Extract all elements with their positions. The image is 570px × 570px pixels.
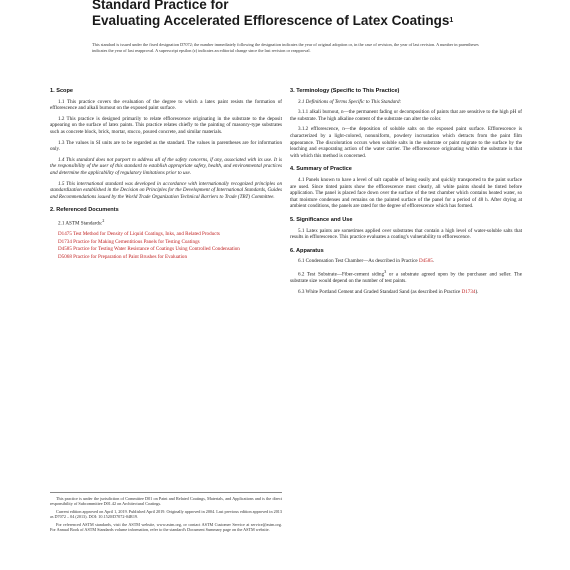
summary-paragraph-1: 4.1 Panels known to have a level of salt capable of being easily and quickly transported to the paint surface are used. Since tinted paints show the efflorescence most clearly, all white paints should be tinted before application. The panel is placed face down over the surface of the test chamber which contains heated water, so that moisture condenses and remains on the painted surface of the panel for a period of 48 h. After drying at ambient conditions, the panels are rated for the degree of efflorescence which has formed. bbox=[290, 176, 522, 210]
referenced-documents-list bbox=[58, 231, 282, 260]
footnotes bbox=[50, 492, 282, 534]
section-apparatus-heading: 6. Apparatus bbox=[290, 247, 324, 254]
scope-paragraph-1: 1.1 This practice covers the evaluation of the degree to which a latex paint resists the formation of efflorescence and alkali burnout on the exposed paint surface. bbox=[50, 98, 282, 112]
section-scope-heading: 1. Scope bbox=[50, 88, 74, 94]
section-significance-heading: 5. Significance and Use bbox=[290, 216, 353, 223]
left-column bbox=[50, 88, 282, 265]
scope-paragraph-5: 1.5 This international standard was developed in accordance with internationally recognized principles on standardization established in the Decision on Principles for the Development of International Standards, Guides and Recommendations issued by the World Trade Organization Technical Barriers to Trade (TBT) Committee. bbox=[50, 180, 282, 200]
scope-paragraph-2: 1.2 This practice is designed primarily to relate efflorescence originating in the substrate to the deposit appearing on the surface of latex paints. This practice relates chiefly to the painting of masonry-type substrates such as concrete block, brick, mortar, stucco, poured concrete, and similar materials. bbox=[50, 115, 282, 135]
terminology-paragraph-1: 3.1 Definitions of Terms Specific to This Standard: bbox=[298, 98, 402, 105]
terminology-paragraph-2: 3.1.1 alkali burnout, n—the permanent fading or decomposition of paints that are sensitive to the high pH of the substrate. The high alkaline content of the substrate can alter the color. bbox=[290, 109, 522, 122]
apparatus-paragraph-3: 6.3 White Portland Cement and Graded Standard Sand (as described in Practice D1734). bbox=[298, 288, 479, 295]
section-referenced-documents-heading: 2. Referenced Documents bbox=[50, 207, 119, 214]
reference-code-link[interactable]: D1475 bbox=[58, 231, 72, 238]
astm-standards-intro: 2.1 ASTM Standards:$^2$ bbox=[58, 217, 105, 227]
title-line-2: Evaluating Accelerated Efflorescence of Latex Coatings$^1$ bbox=[92, 13, 454, 28]
apparatus-paragraph-2: 6.2 Test Substrate—Fiber-cement siding$^3$ or a substrate agreed upon by the purchaser and seller. The substrate size would depend on the number of test paints. bbox=[290, 268, 522, 285]
practice-d1734-link[interactable]: D1734 bbox=[461, 288, 476, 295]
reference-code-link[interactable]: D5068 bbox=[58, 253, 72, 260]
section-terminology-heading: 3. Terminology (Specific to This Practice) bbox=[290, 88, 400, 94]
scope-paragraph-4: 1.4 This standard does not purport to address all of the safety concerns, if any, associated with its use. It is the responsibility of the user of this standard to establish appropriate safety, health, and environmental practices and determine the applicability of regulatory limitations prior to use. bbox=[50, 156, 282, 176]
scope-paragraph-3: 1.3 The values in SI units are to be regarded as the standard. The values in parentheses are for information only. bbox=[50, 139, 282, 153]
document-title bbox=[92, 0, 512, 29]
section-summary-heading: 4. Summary of Practice bbox=[290, 166, 352, 173]
title-footnote-mark: 1 bbox=[449, 17, 454, 24]
footnote-2: Current edition approved on April 1, 2019. Published April 2019. Originally approved in 2004. Last previous edition approved in 2013 as D7072 – 04 (2013). DOI: 10.1520/D7072-04R19. bbox=[50, 508, 282, 520]
reference-code-link[interactable]: D4585 bbox=[58, 246, 72, 253]
terminology-paragraph-3: 3.1.2 efflorescence, n—the deposition of soluble salts on the exposed paint surface. Efflorescence is characterized by a light-colored, nonuniform, powdery incrustation which detracts from the paint film appearance. The discoloration occurs when soluble salts in the substrate or paint migrate to the surface by the leaching and evaporating action of the water carrier. The efflorescence originating within the substrate is that with which this method is concerned. bbox=[290, 126, 522, 159]
footnote-1: This practice is under the jurisdiction of Committee D01 on Paint and Related Coatings, Materials, and Applications and is the direct responsibility of Subcommittee D01.42 on Architectural Coatings. bbox=[50, 496, 282, 507]
apparatus-paragraph-1: 6.1 Condensation Test Chamber—As described in Practice D4585. bbox=[298, 258, 435, 265]
reference-item[interactable]: D4585 Practice for Testing Water Resistance of Coatings Using Controlled Condensation bbox=[58, 246, 240, 253]
footnote-3: For referenced ASTM standards, visit the ASTM website, www.astm.org, or contact ASTM Customer Service at service@astm.org. For Annual Book of ASTM Standards volume information, refer to the standard's Document Summary page on the ASTM website. bbox=[50, 521, 282, 533]
right-column bbox=[290, 88, 522, 299]
reference-item[interactable]: D1734 Practice for Making Cementitious Panels for Testing Coatings bbox=[58, 238, 200, 245]
reference-code-link[interactable]: D1734 bbox=[58, 238, 72, 245]
reference-item[interactable]: D5068 Practice for Preparation of Paint Brushes for Evaluation bbox=[58, 253, 188, 260]
practice-d4585-link[interactable]: D4585 bbox=[418, 258, 433, 265]
title-line-1: Standard Practice for bbox=[92, 0, 229, 12]
significance-paragraph-1: 5.1 Latex paints are sometimes applied over substrates that contain a high level of water-soluble salts that results in efflorescence. This practice evaluates a coating's vulnerability to efflorescence. bbox=[290, 227, 522, 241]
reference-item[interactable]: D1475 Test Method for Density of Liquid Coatings, Inks, and Related Products bbox=[58, 231, 220, 238]
standard-designation-note: This standard is issued under the fixed designation D7072; the number immediately following the designation indicates the year of original adoption or, in the case of revision, the year of last revision. A number in parentheses indicates the year of last reapproval. A superscript epsilon (ε) indicates an editorial change since the last revision or reapproval. bbox=[92, 42, 479, 53]
